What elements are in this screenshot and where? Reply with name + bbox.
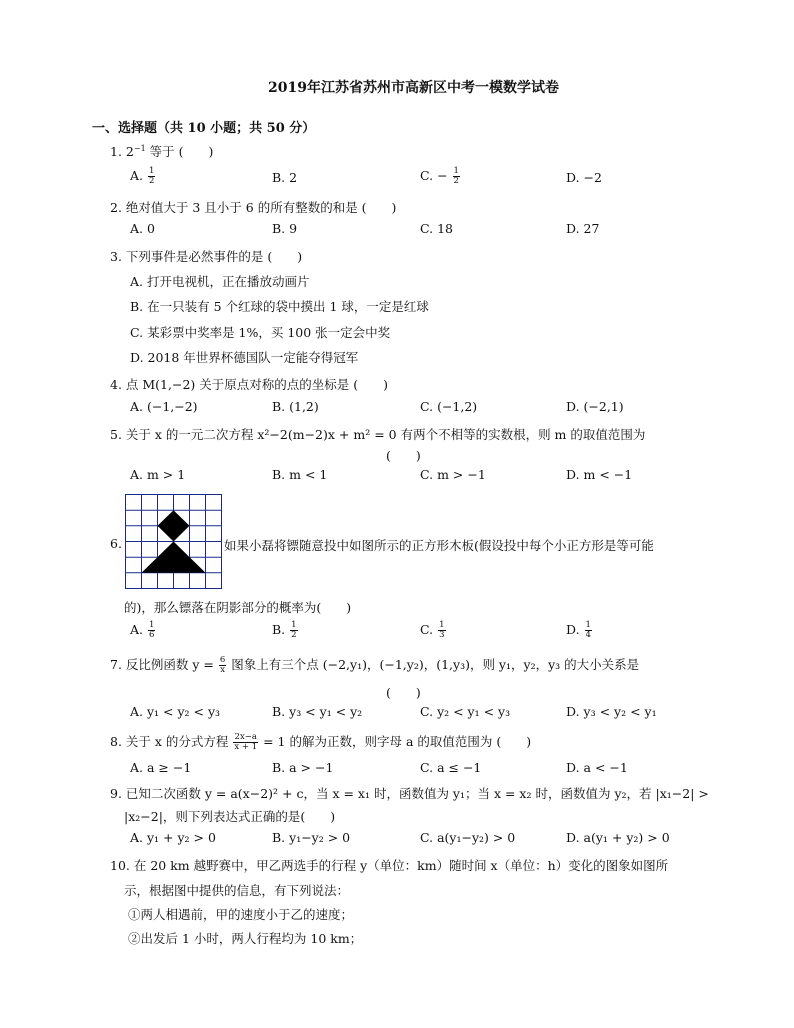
question-8-option-a[interactable]: A. a ≥ −1 [130, 760, 192, 775]
question-5-stem: 5. 关于 x 的一元二次方程 x²−2(m−2)x + m² = 0 有两个不相等的实数根，则 m 的取值范围为 [110, 427, 646, 442]
question-3-option-d[interactable]: D. 2018 年世界杯德国队一定能夺得冠军 [130, 350, 359, 365]
dartboard-grid-figure [125, 494, 223, 590]
question-9-option-d[interactable]: D. a(y₁ + y₂) > 0 [566, 830, 670, 845]
question-1-option-c[interactable]: C. − $\frac{1}{2}$ [420, 166, 459, 186]
question-9-stem: 9. 已知二次函数 y = a(x−2)² + c，当 x = x₁ 时，函数值为 y₁；当 x = x₂ 时，函数值为 y₂，若 |x₁−2| > [110, 786, 709, 801]
question-3-option-c[interactable]: C. 某彩票中奖率是 1%，买 100 张一定会中奖 [130, 325, 391, 340]
question-5-paren: ( ) [386, 448, 421, 463]
question-5-option-c[interactable]: C. m > −1 [420, 467, 486, 482]
question-3-option-a[interactable]: A. 打开电视机，正在播放动画片 [130, 274, 310, 289]
question-7-option-d[interactable]: D. y₃ < y₂ < y₁ [566, 704, 657, 719]
section-heading: 一、选择题（共 10 小题；共 50 分） [92, 121, 316, 136]
question-7-stem: 7. 反比例函数 y = $\frac{6}{x}$ 图象上有三个点 (−2,y₁)，(−1,y₂)，(1,y₃)，则 y₁，y₂，y₃ 的大小关系是 [110, 655, 640, 675]
question-1-stem: 1. $2^{-1}$ 等于 ( ) [110, 143, 214, 159]
question-9-option-a[interactable]: A. y₁ + y₂ > 0 [130, 830, 216, 845]
question-2-stem: 2. 绝对值大于 3 且小于 6 的所有整数的和是 ( ) [110, 200, 397, 215]
question-1-option-a[interactable]: A. $\frac{1}{2}$ [130, 166, 155, 186]
question-4-option-c[interactable]: C. (−1,2) [420, 399, 478, 414]
question-3-option-b[interactable]: B. 在一只装有 5 个红球的袋中摸出 1 球，一定是红球 [130, 299, 429, 314]
question-5-option-a[interactable]: A. m > 1 [130, 467, 186, 482]
question-7-paren: ( ) [386, 685, 421, 700]
question-3-stem: 3. 下列事件是必然事件的是 ( ) [110, 249, 303, 264]
question-6-stem-continued: 的)，那么镖落在阴影部分的概率为( ) [124, 600, 352, 615]
question-4-stem: 4. 点 M(1,−2) 关于原点对称的点的坐标是 ( ) [110, 377, 388, 392]
question-6-option-a[interactable]: A. $\frac{1}{6}$ [130, 620, 155, 640]
question-9-stem-continued: |x₂−2|，则下列表达式正确的是( ) [124, 809, 336, 824]
question-6-number: 6. [110, 536, 122, 551]
shaded-diamond [158, 510, 190, 541]
question-8-option-b[interactable]: B. a > −1 [272, 760, 334, 775]
question-9-option-b[interactable]: B. y₁−y₂ > 0 [272, 830, 351, 845]
question-6-option-d[interactable]: D. $\frac{1}{4}$ [566, 620, 591, 640]
question-10-stem-continued: 示，根据图中提供的信息，有下列说法： [124, 883, 350, 898]
question-2-option-a[interactable]: A. 0 [130, 221, 155, 236]
question-2-option-c[interactable]: C. 18 [420, 221, 453, 236]
question-4-option-d[interactable]: D. (−2,1) [566, 399, 624, 414]
question-10-statement-1: ①两人相遇前，甲的速度小于乙的速度； [128, 907, 354, 922]
question-4-option-b[interactable]: B. (1,2) [272, 399, 319, 414]
question-10-statement-2: ②出发后 1 小时，两人行程均为 10 km； [128, 931, 363, 946]
question-6-option-c[interactable]: C. $\frac{1}{3}$ [420, 620, 445, 640]
question-7-option-c[interactable]: C. y₂ < y₁ < y₃ [420, 704, 511, 719]
question-1-option-d[interactable]: D. −2 [566, 170, 602, 185]
question-5-option-d[interactable]: D. m < −1 [566, 467, 633, 482]
question-8-stem: 8. 关于 x 的分式方程 $\frac{2x-a}{x + 1}$ = 1 的解为正数，则字母 a 的取值范围为 ( ) [110, 732, 532, 752]
question-6-option-b[interactable]: B. $\frac{1}{2}$ [272, 620, 297, 640]
question-9-option-c[interactable]: C. a(y₁−y₂) > 0 [420, 830, 516, 845]
question-10-stem: 10. 在 20 km 越野赛中，甲乙两选手的行程 y（单位：km）随时间 x（单位：h）变化的图象如图所 [110, 858, 669, 873]
question-2-option-b[interactable]: B. 9 [272, 221, 298, 236]
question-8-option-d[interactable]: D. a < −1 [566, 760, 628, 775]
question-8-option-c[interactable]: C. a ≤ −1 [420, 760, 482, 775]
page-title: 2019年江苏省苏州市高新区中考一模数学试卷 [268, 80, 559, 96]
question-5-option-b[interactable]: B. m < 1 [272, 467, 328, 482]
question-7-option-a[interactable]: A. y₁ < y₂ < y₃ [130, 704, 221, 719]
question-6-stem: 如果小磊将镖随意投中如图所示的正方形木板(假设投中每个小正方形是等可能 [224, 538, 654, 553]
question-7-option-b[interactable]: B. y₃ < y₁ < y₂ [272, 704, 363, 719]
question-4-option-a[interactable]: A. (−1,−2) [130, 399, 198, 414]
question-1-option-b[interactable]: B. 2 [272, 170, 298, 185]
question-2-option-d[interactable]: D. 27 [566, 221, 600, 236]
